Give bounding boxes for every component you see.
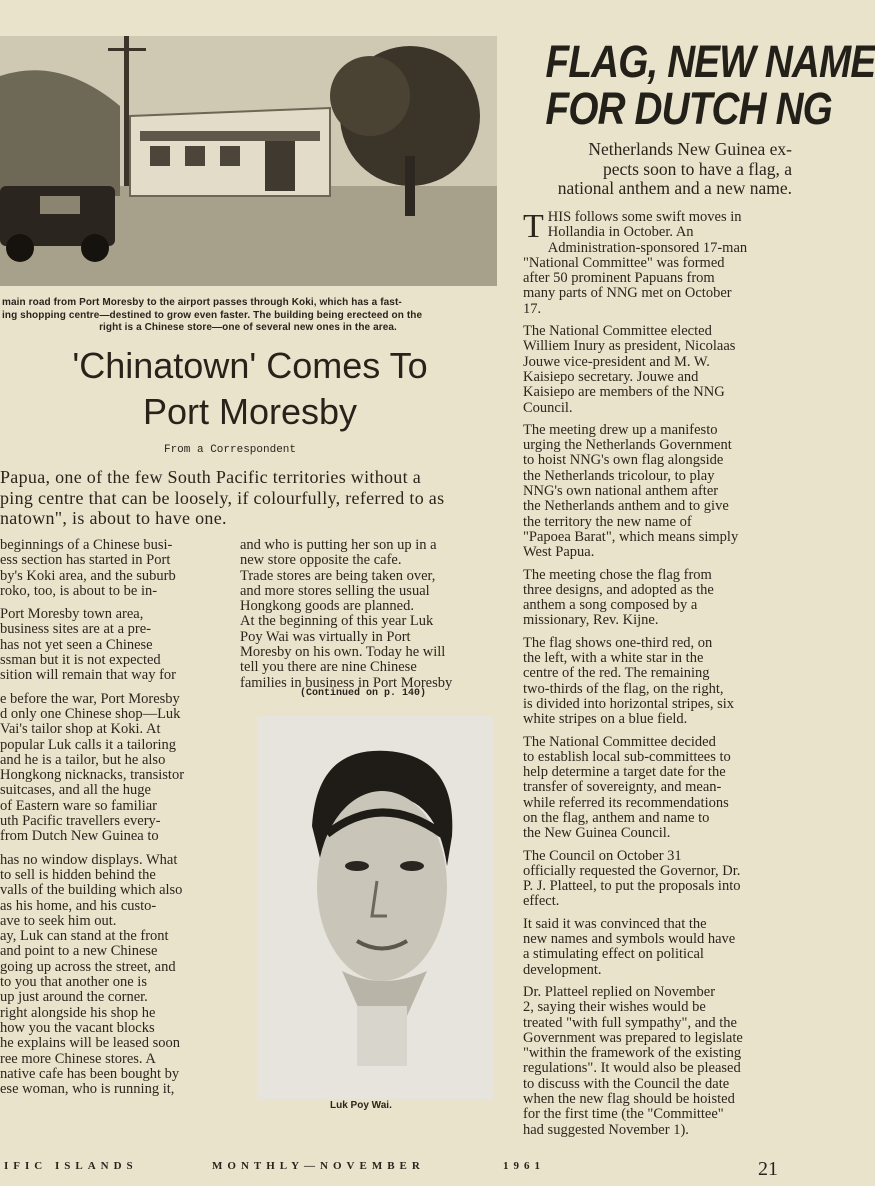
column-line: while referred its recommendations: [523, 794, 729, 811]
column-line: Trade stores are being taken over,: [240, 567, 436, 584]
column-line: Council.: [523, 399, 573, 416]
column-line: up just around the corner.: [0, 989, 148, 1006]
column-line: The meeting chose the flag from: [523, 566, 712, 583]
footer-publication: IFIC ISLANDS: [4, 1160, 138, 1172]
column-line: ese woman, who is running it,: [0, 1081, 175, 1098]
footer-issue: MONTHLY—NOVEMBER: [212, 1160, 425, 1172]
column-line: urging the Netherlands Government: [523, 437, 732, 454]
footer-year: 1961: [503, 1160, 545, 1172]
intro-line: natown", is about to have one.: [0, 508, 227, 528]
sidebar-paragraph: [523, 636, 790, 728]
column-line: "National Committee" was formed: [523, 254, 725, 271]
column-line: the left, with a white star in the: [523, 650, 704, 667]
sidebar-paragraph: [523, 985, 790, 1138]
continued-note: (Continued on p. 140): [300, 688, 427, 699]
main-headline: [0, 343, 500, 435]
column-line: At the beginning of this year Luk: [240, 613, 434, 630]
column-line: to hoist NNG's own flag alongside: [523, 452, 724, 469]
column-line: Port Moresby town area,: [0, 606, 144, 623]
column-line: Hongkong goods are planned.: [240, 598, 414, 615]
column-line: for the first time (the "Committee": [523, 1106, 724, 1123]
deck-line: pects soon to have a flag, a: [602, 158, 792, 179]
column-line: beginnings of a Chinese busi-: [0, 537, 173, 553]
column-line: business sites are at a pre-: [0, 621, 151, 638]
page-number: 21: [758, 1158, 778, 1180]
column-line: many parts of NNG met on October: [523, 285, 732, 302]
column-line: Vai's tailor shop at Koki. At: [0, 721, 161, 738]
column-line: three designs, and adopted as the: [523, 581, 714, 598]
sidebar-paragraph: [523, 423, 790, 561]
sidebar-paragraph: [523, 210, 790, 317]
column-line: how you the vacant blocks: [0, 1019, 155, 1036]
column-line: sition will remain that way for: [0, 667, 176, 684]
column-line: missionary, Rev. Kijne.: [523, 612, 659, 629]
column-line: P. J. Platteel, to put the proposals into: [523, 878, 741, 895]
middle-column: [240, 538, 508, 691]
intro-line: Papua, one of the few South Pacific territories without a: [0, 467, 421, 487]
column-line: is divided into horizontal stripes, six: [523, 695, 735, 712]
column-line: suitcases, and all the huge: [0, 782, 151, 799]
column-line: d only one Chinese shop—Luk: [0, 705, 181, 722]
column-line: Jouwe vice-president and M. W.: [523, 353, 710, 370]
column-line: roko, too, is about to be in-: [0, 582, 158, 599]
column-line: uth Pacific travellers every-: [0, 813, 161, 830]
intro-paragraph: [0, 467, 505, 529]
column-line: The Council on October 31: [523, 847, 682, 864]
column-line: ay, Luk can stand at the front: [0, 928, 169, 945]
photo-caption: [2, 297, 494, 335]
headline-line: Port Moresby: [142, 391, 358, 432]
column-line: Poy Wai was virtually in Port: [240, 628, 411, 645]
column-line: going up across the street, and: [0, 958, 176, 975]
left-column: [0, 538, 230, 1097]
sidebar-headline: [545, 36, 875, 134]
sidebar-paragraph: [523, 917, 790, 978]
column-line: and more stores selling the usual: [240, 582, 430, 599]
column-line: 2, saying their wishes would be: [523, 999, 706, 1016]
column-line: to sell is hidden behind the: [0, 866, 156, 883]
column-line: as his home, and his custo-: [0, 897, 157, 914]
column-line: treated "with full sympathy", and the: [523, 1014, 737, 1031]
column-line: The flag shows one-third red, on: [523, 634, 713, 651]
column-line: ess section has started in Port: [0, 552, 171, 569]
column-line: Administration-sponsored 17-man: [547, 239, 748, 256]
street-photo: [0, 36, 497, 286]
column-line: of Eastern ware so familiar: [0, 797, 158, 814]
caption-line: right is a Chinese store—one of several new ones in the area.: [99, 322, 397, 333]
column-line: ssman but it is not expected: [0, 652, 161, 669]
column-line: from Dutch New Guinea to: [0, 828, 159, 845]
column-line: has not yet seen a Chinese: [0, 636, 153, 653]
column-line: to discuss with the Council the date: [523, 1075, 730, 1092]
column-line: "Papoea Barat", which means simply: [523, 528, 739, 545]
column-line: native cafe has been bought by: [0, 1065, 180, 1082]
caption-line: main road from Port Moresby to the airport passes through Koki, which has a fast-: [2, 297, 402, 308]
caption-line: ing shopping centre—destined to grow even faster. The building being erecteed on the: [2, 309, 423, 321]
column-line: tell you there are nine Chinese: [240, 659, 417, 676]
column-line: Williem Inury as president, Nicolaas: [523, 338, 736, 355]
sidebar-paragraph: [523, 735, 790, 842]
sidebar-paragraph: [523, 849, 790, 910]
column-line: development.: [523, 961, 602, 978]
column-line: the New Guinea Council.: [523, 825, 671, 842]
byline: From a Correspondent: [163, 444, 297, 456]
column-line: The National Committee elected: [523, 323, 712, 340]
portrait-caption: Luk Poy Wai.: [330, 1100, 392, 1111]
deck-line: national anthem and a new name.: [557, 178, 792, 198]
column-line: families in business in Port Moresby: [240, 674, 453, 691]
column-line: had suggested November 1).: [523, 1121, 689, 1138]
column-line: NNG's own national anthem after: [523, 483, 719, 500]
sidebar-paragraph: [523, 324, 790, 416]
column-line: popular Luk calls it a tailoring: [0, 736, 176, 753]
portrait-photo: [257, 716, 493, 1099]
column-line: and he is a tailor, but he also: [0, 751, 166, 768]
headline-line: 'Chinatown' Comes To: [72, 345, 428, 386]
column-line: e before the war, Port Moresby: [0, 690, 180, 707]
column-line: "within the framework of the existing: [523, 1045, 742, 1062]
drop-cap: T: [523, 208, 544, 245]
column-line: Dr. Platteel replied on November: [523, 983, 716, 1000]
column-line: 17.: [523, 300, 542, 317]
column-line: The meeting drew up a manifesto: [523, 421, 718, 438]
column-line: after 50 prominent Papuans from: [523, 270, 715, 287]
column-line: Kaisiepo secretary. Jouwe and: [523, 368, 699, 385]
column-line: and who is putting her son up in a: [240, 537, 437, 553]
column-line: to you that another one is: [0, 974, 147, 991]
column-line: Hongkong nicknacks, transistor: [0, 767, 185, 784]
column-line: the Netherlands anthem and to give: [523, 498, 729, 515]
headline-line: FLAG, NEW NAME: [545, 36, 875, 87]
column-line: HIS follows some swift moves in: [547, 209, 742, 225]
column-line: to establish local sub-committees to: [523, 748, 731, 765]
column-line: The National Committee decided: [523, 733, 716, 750]
column-line: Moresby on his own. Today he will: [240, 644, 446, 661]
column-line: when the new flag should be hoisted: [523, 1091, 735, 1108]
column-line: has no window displays. What: [0, 851, 178, 868]
column-line: Hollandia in October. An: [547, 224, 694, 241]
column-line: new store opposite the cafe.: [240, 552, 402, 569]
column-line: regulations". It would also be pleased: [523, 1060, 741, 1077]
column-line: two-thirds of the flag, on the right,: [523, 680, 724, 697]
column-line: West Papua.: [523, 544, 595, 561]
column-line: ave to seek him out.: [0, 912, 117, 929]
column-line: anthem a song composed by a: [523, 597, 698, 614]
sidebar-body: [523, 210, 790, 1145]
column-line: on the flag, anthem and name to: [523, 809, 710, 826]
intro-line: ping centre that can be loosely, if colourfully, referred to as: [0, 487, 445, 508]
column-line: Kaisiepo are members of the NNG: [523, 384, 725, 401]
column-line: a stimulating effect on political: [523, 946, 704, 963]
column-line: the Netherlands tricolour, to play: [523, 467, 715, 484]
deck-line: Netherlands New Guinea ex-: [588, 139, 792, 159]
column-line: the territory the new name of: [523, 513, 692, 530]
column-line: he explains will be leased soon: [0, 1035, 180, 1052]
column-line: valls of the building which also: [0, 882, 183, 899]
sidebar-deck: [527, 140, 792, 199]
sidebar-paragraph: [523, 568, 790, 629]
column-line: centre of the red. The remaining: [523, 665, 710, 682]
column-line: help determine a target date for the: [523, 764, 726, 781]
column-line: new names and symbols would have: [523, 931, 736, 948]
column-line: ree more Chinese stores. A: [0, 1050, 156, 1067]
column-line: officially requested the Governor, Dr.: [523, 862, 741, 879]
column-line: white stripes on a blue field.: [523, 711, 688, 728]
column-line: and point to a new Chinese: [0, 943, 158, 960]
headline-line: FOR DUTCH NG: [545, 83, 832, 134]
column-line: right alongside his shop he: [0, 1004, 156, 1021]
column-line: It said it was convinced that the: [523, 915, 707, 932]
column-line: Government was prepared to legislate: [523, 1029, 743, 1046]
column-line: effect.: [523, 893, 560, 910]
column-line: by's Koki area, and the suburb: [0, 567, 176, 584]
column-line: transfer of sovereignty, and mean-: [523, 779, 722, 796]
